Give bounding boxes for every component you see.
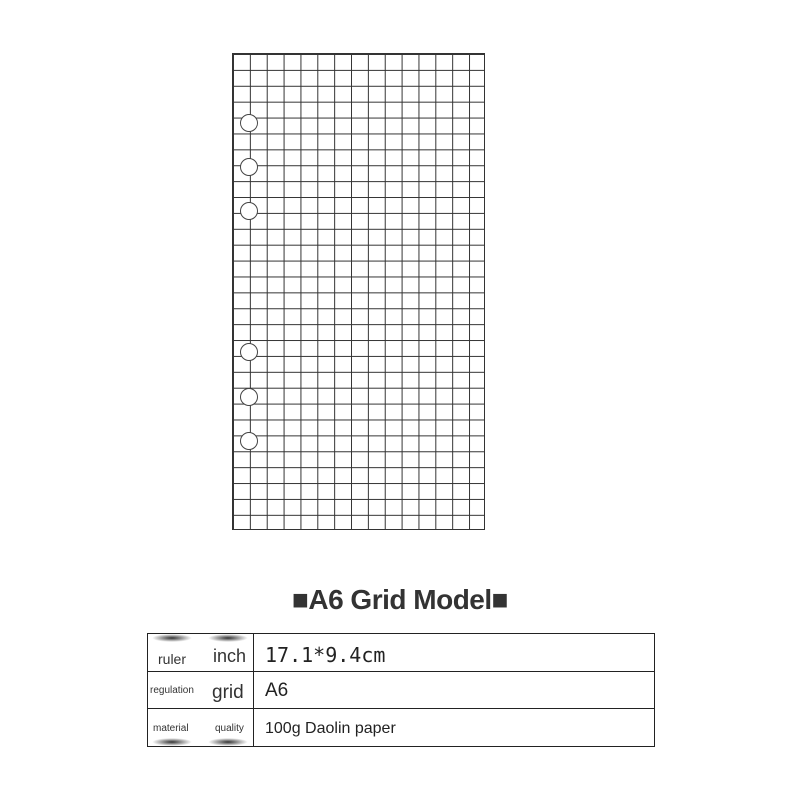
binder-hole	[240, 202, 258, 220]
spec-value: 100g Daolin paper	[265, 720, 396, 737]
binder-hole	[240, 114, 258, 132]
shade-decoration	[208, 634, 248, 642]
product-title: ■A6 Grid Model■	[291, 584, 509, 615]
spec-label-b: inch	[213, 646, 247, 666]
shade-decoration	[152, 634, 192, 642]
spec-label-cell	[148, 672, 254, 708]
spec-row-material	[148, 709, 654, 746]
binder-hole	[240, 432, 258, 450]
spec-row-type	[148, 672, 654, 709]
spec-label-a: regulation	[150, 685, 194, 696]
binder-hole	[240, 343, 258, 361]
shade-decoration	[152, 738, 192, 746]
spec-label-b: grid	[212, 682, 244, 703]
spec-label-cell	[148, 634, 254, 671]
spec-table	[147, 633, 655, 747]
spec-label-b: quality	[215, 723, 244, 734]
grid-paper-sheet	[232, 53, 485, 530]
binder-hole	[240, 388, 258, 406]
spec-row-size	[148, 634, 654, 672]
spec-label-cell	[148, 709, 254, 746]
spec-value: A6	[265, 680, 289, 701]
spec-value: 17.1*9.4cm	[265, 643, 386, 667]
binder-hole	[240, 158, 258, 176]
spec-label-a: material	[153, 723, 189, 734]
spec-label-a: ruler	[158, 651, 187, 667]
shade-decoration	[208, 738, 248, 746]
